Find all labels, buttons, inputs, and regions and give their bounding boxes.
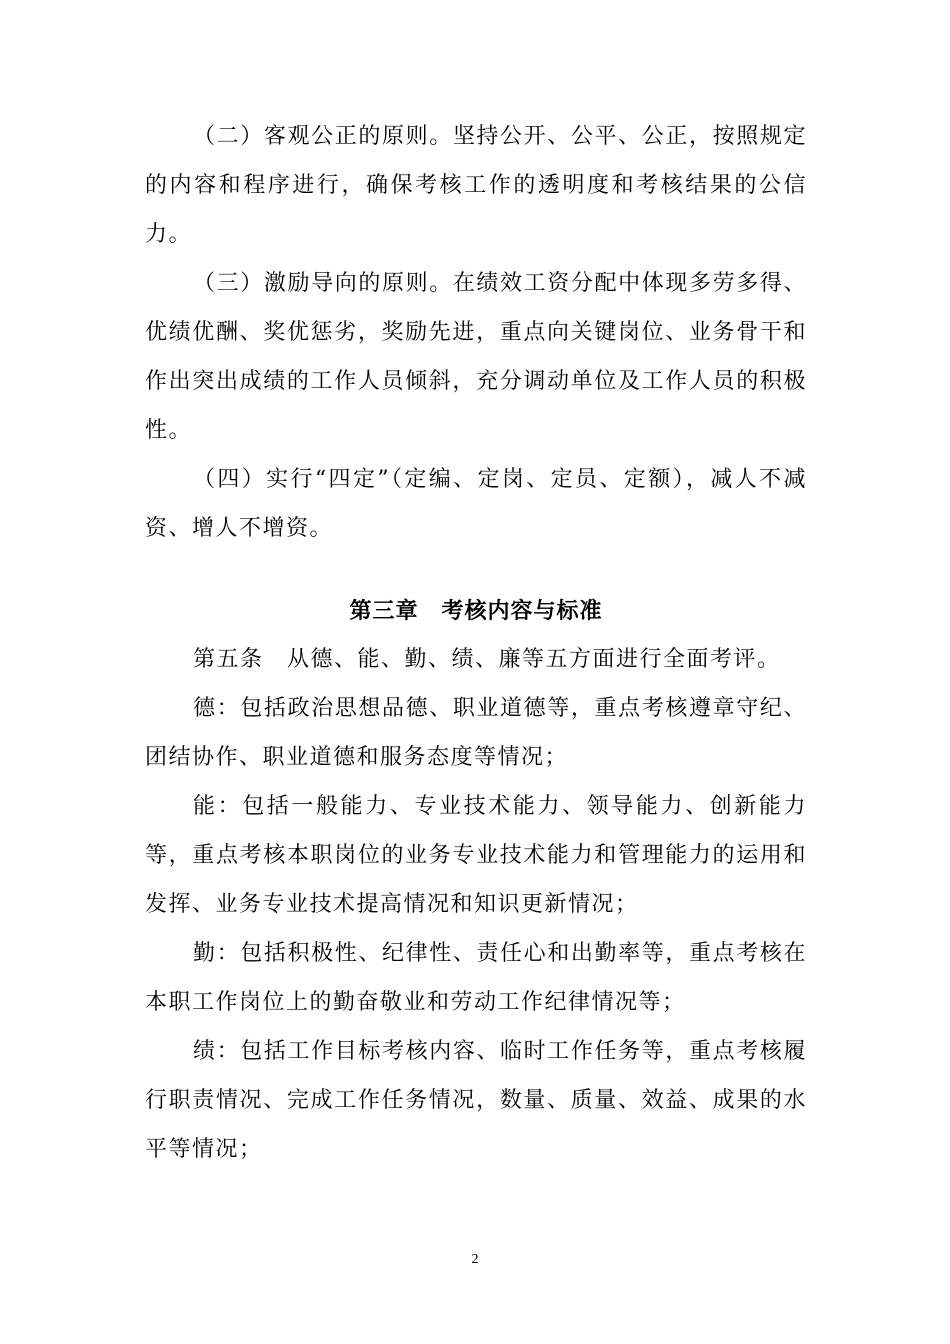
principle-paragraph-2: （二）客观公正的原则。坚持公开、公平、公正，按照规定的内容和程序进行，确保考核工作的透明度和考核结果的公信力。: [145, 124, 807, 247]
page-number: 2: [471, 1252, 479, 1267]
criterion-ability: 能：包括一般能力、专业技术能力、领导能力、创新能力等，重点考核本职岗位的业务专业技术能力和管理能力的运用和发挥、业务专业技术提高情况和知识更新情况；: [145, 794, 807, 917]
principle-paragraph-4: （四）实行“四定”（定编、定岗、定员、定额），减人不减资、增人不增资。: [145, 467, 807, 541]
document-body: [145, 112, 807, 1174]
article-five: 第五条 从德、能、勤、绩、廉等五方面进行全面考评。: [193, 647, 781, 672]
chapter-heading: 第三章 考核内容与标准: [349, 599, 603, 624]
criterion-performance: 绩：包括工作目标考核内容、临时工作任务等，重点考核履行职责情况、完成工作任务情况，数量、质量、效益、成果的水平等情况；: [145, 1039, 807, 1162]
principle-paragraph-3: （三）激励导向的原则。在绩效工资分配中体现多劳多得、优绩优酬、奖优惩劣，奖励先进，重点向关键岗位、业务骨干和作出突出成绩的工作人员倾斜，充分调动单位及工作人员的积极性。: [145, 271, 807, 443]
criterion-diligence: 勤：包括积极性、纪律性、责任心和出勤率等，重点考核在本职工作岗位上的勤奋敬业和劳动工作纪律情况等；: [145, 941, 807, 1015]
criterion-morality: 德：包括政治思想品德、职业道德等，重点考核遵章守纪、团结协作、职业道德和服务态度等情况；: [145, 696, 807, 770]
